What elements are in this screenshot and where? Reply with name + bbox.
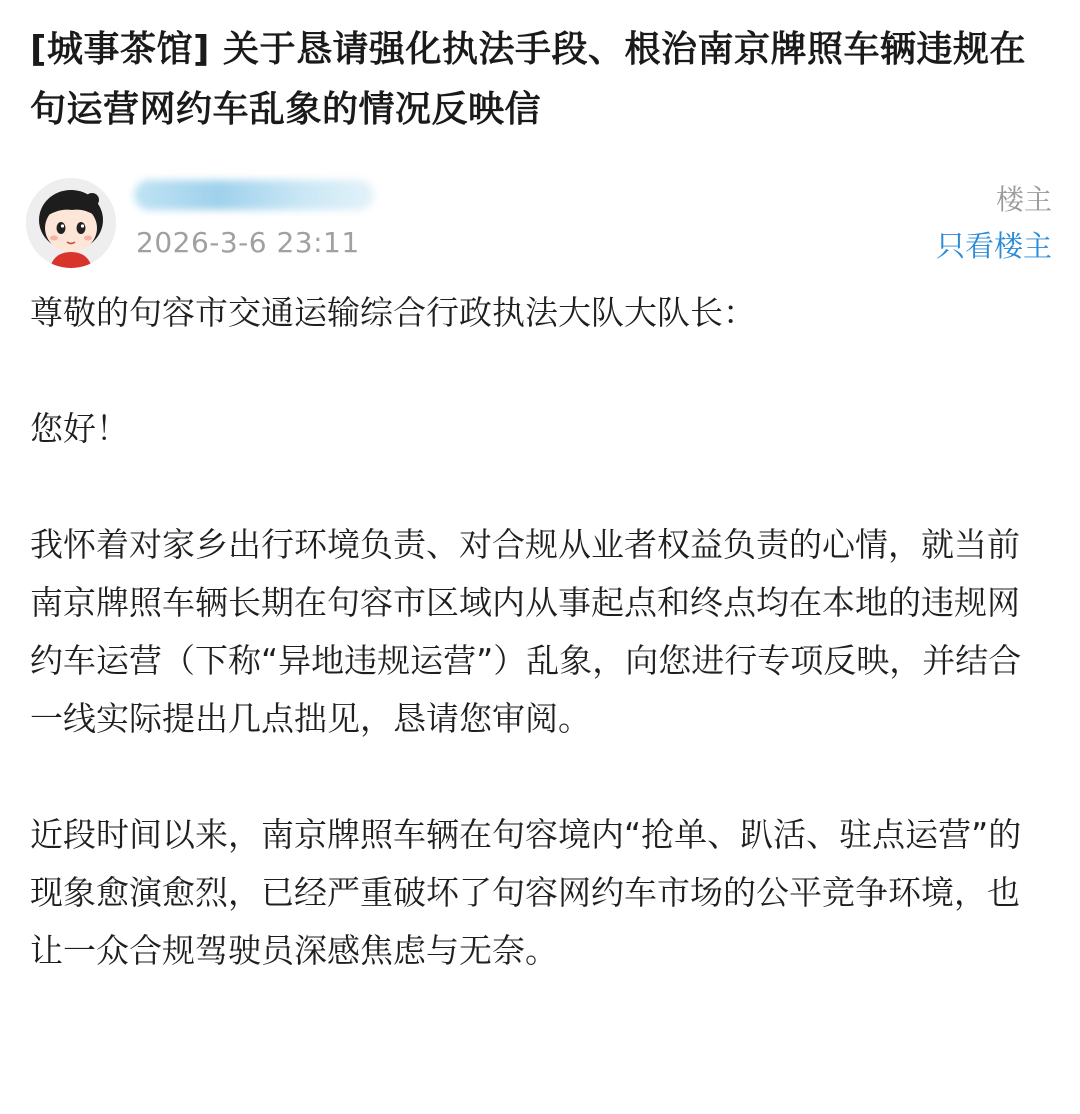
paragraph-intro: 我怀着对家乡出行环境负责、对合规从业者权益负责的心情，就当前南京牌照车辆长期在句容市区域内从事起点和终点均在本地的违规网约车运营（下称“异地违规运营”）乱象，向您进行专项反映，并结合一线实际提出几点拙见，恳请您审阅。 [30, 525, 1022, 738]
author-avatar[interactable] [26, 178, 116, 268]
post-timestamp: 2026-3-6 23:11 [136, 226, 360, 259]
cartoon-avatar-icon [26, 178, 116, 268]
floor-label: 楼主 [995, 183, 1052, 216]
paragraph-salutation: 尊敬的句容市交通运输综合行政执法大队大队长： [30, 293, 756, 332]
post-content [30, 284, 1050, 1038]
paragraph-body: 近段时间以来，南京牌照车辆在句容境内“抢单、趴活、驻点运营”的现象愈演愈烈，已经严重破坏了句容网约车市场的公平竞争环境，也让一众合规驾驶员深感焦虑与无奈。 [30, 815, 1022, 970]
username-blurred[interactable] [134, 180, 374, 210]
post-title: [城事茶馆] 关于恳请强化执法手段、根治南京牌照车辆违规在句运营网约车乱象的情况反映信 [30, 29, 1026, 130]
post-header [26, 178, 1056, 270]
only-op-link[interactable]: 只看楼主 [935, 229, 1052, 263]
paragraph-greeting: 您好！ [30, 409, 129, 448]
